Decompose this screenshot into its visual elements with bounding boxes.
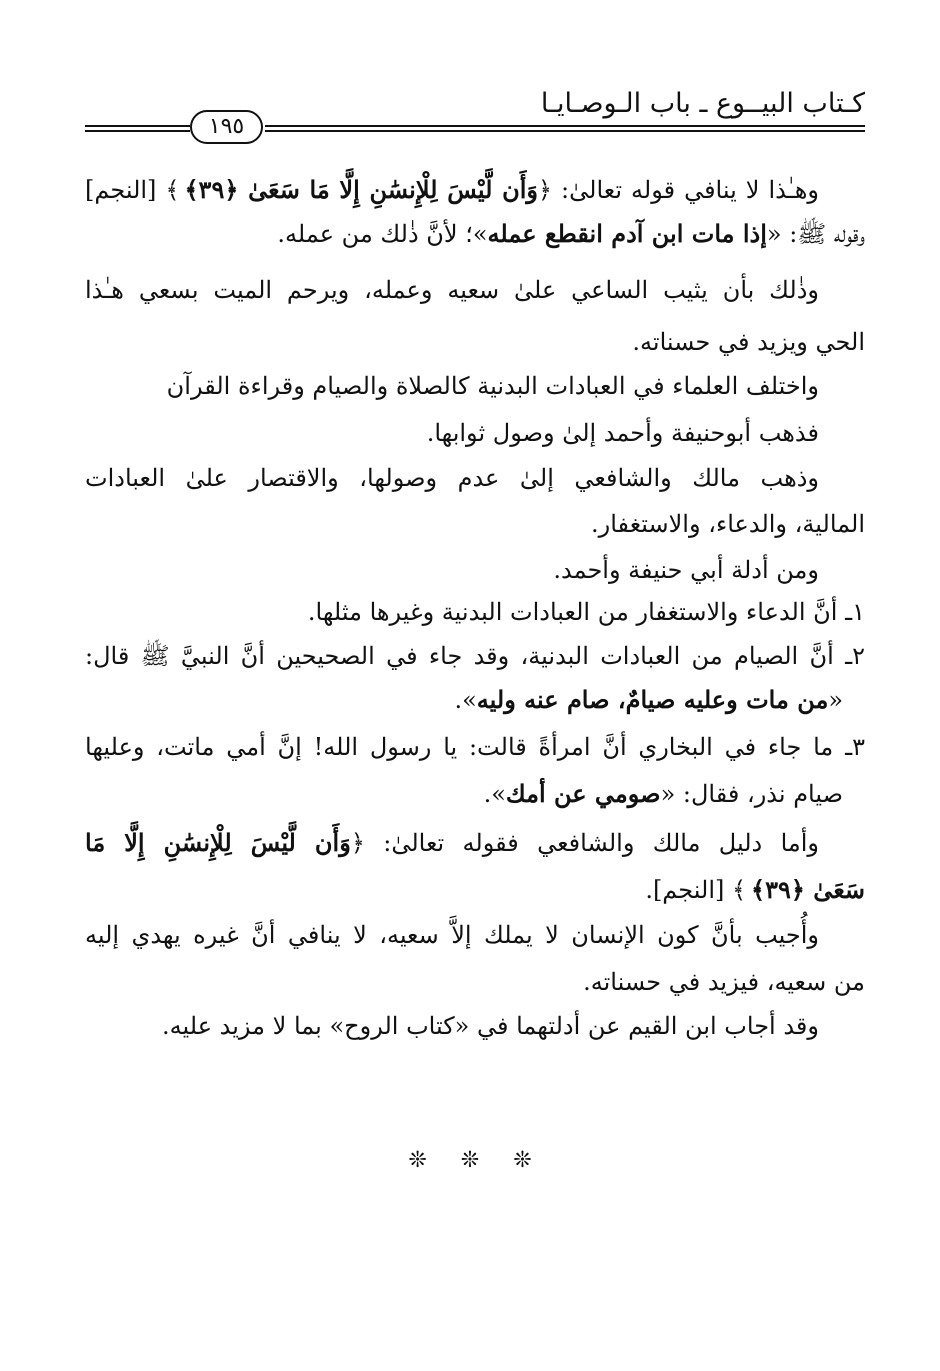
hadith-quote: من مات وعليه صيامٌ، صام عنه وليه xyxy=(476,685,829,714)
line-segment: وأما دليل مالك والشافعي فقوله تعالىٰ: ﴿ xyxy=(350,829,819,857)
line-segment: وقوله ﷺ: « xyxy=(766,220,865,248)
text-line xyxy=(427,411,865,455)
text-line xyxy=(85,268,865,312)
text-line xyxy=(162,1004,865,1048)
quran-verse: وَأَن لَّيْسَ لِلْإِنسَٰنِ إِلَّا مَا سَعَىٰ ﴿٣٩﴾ xyxy=(184,175,538,204)
text-line xyxy=(553,548,865,592)
line-segment: ومن أدلة أبي حنيفة وأحمد. xyxy=(553,556,819,584)
line-segment: الحي ويزيد في حسناته. xyxy=(632,328,865,356)
text-line xyxy=(277,212,865,256)
line-segment: وذٰلك بأن يثيب الساعي علىٰ سعيه وعمله، ويرحم الميت بسعي هـٰذا xyxy=(85,276,819,304)
line-segment: المالية، والدعاء، والاستغفار. xyxy=(591,510,865,538)
text-line xyxy=(308,590,865,634)
line-segment: ٣ـ ما جاء في البخاري أنَّ امرأةً قالت: يا رسول الله! إنَّ أمي ماتت، وعليها xyxy=(85,733,865,761)
text-line xyxy=(85,913,865,957)
line-segment: وأُجيب بأنَّ كون الإنسان لا يملك إلاَّ سعيه، لا ينافي أنَّ غيره يهدي إليه xyxy=(85,921,819,949)
line-segment: وذهب مالك والشافعي إلىٰ عدم وصولها، والاقتصار علىٰ العبادات xyxy=(85,464,819,492)
line-segment: وقد أجاب ابن القيم عن أدلتهما في «كتاب الروح» بما لا مزيد عليه. xyxy=(162,1012,819,1040)
text-line xyxy=(85,725,865,769)
text-line xyxy=(85,634,865,678)
header-rule-left xyxy=(85,125,190,132)
quran-verse: وَأَن لَّيْسَ لِلْإِنسَٰنِ إِلَّا مَا xyxy=(85,828,351,857)
text-line xyxy=(85,456,865,500)
line-segment: فذهب أبوحنيفة وأحمد إلىٰ وصول ثوابها. xyxy=(426,419,819,447)
asterism-glyph: ❊ xyxy=(408,1148,427,1173)
header-rule-right xyxy=(265,125,865,132)
line-segment: ». xyxy=(454,686,477,714)
section-end-ornament xyxy=(0,1148,940,1173)
text-line xyxy=(167,364,865,408)
hadith-quote: إذا مات ابن آدم انقطع عمله xyxy=(487,219,767,248)
page-header xyxy=(85,88,865,148)
text-line xyxy=(591,502,865,546)
line-segment: من سعيه، فيزيد في حسناته. xyxy=(583,968,865,996)
running-title: كـتاب البيــوع ـ باب الـوصـايـا xyxy=(540,88,865,119)
line-segment: »؛ لأنَّ ذٰلك من عمله. xyxy=(277,220,488,248)
text-line xyxy=(645,868,865,912)
text-line xyxy=(583,960,865,1004)
line-segment: ﴾ [النجم]. xyxy=(645,876,747,904)
text-line xyxy=(454,678,865,722)
asterism-glyph: ❊ xyxy=(513,1148,532,1173)
line-segment: ٢ـ أنَّ الصيام من العبادات البدنية، وقد جاء في الصحيحين أنَّ النبيَّ ﷺ قال: xyxy=(85,642,865,670)
text-line xyxy=(85,821,865,865)
line-segment: ١ـ أنَّ الدعاء والاستغفار من العبادات البدنية وغيرها مثلها. xyxy=(307,598,865,626)
hadith-quote: صومي عن أمك xyxy=(505,779,661,808)
quran-verse: سَعَىٰ ﴿٣٩﴾ xyxy=(751,875,865,904)
line-segment: « xyxy=(828,686,843,714)
text-line xyxy=(632,320,865,364)
text-line xyxy=(85,168,865,212)
line-segment: ﴾ [النجم] xyxy=(85,176,180,204)
page-number: ١٩٥ xyxy=(190,110,263,144)
line-segment: واختلف العلماء في العبادات البدنية كالصلاة والصيام وقراءة القرآن xyxy=(166,372,819,400)
asterism-glyph: ❊ xyxy=(460,1148,480,1173)
line-segment: وهـٰذا لا ينافي قوله تعالىٰ: ﴿ xyxy=(537,176,820,204)
text-line xyxy=(484,772,865,816)
line-segment: ». xyxy=(483,780,506,808)
line-segment: صيام نذر، فقال: « xyxy=(660,780,843,808)
